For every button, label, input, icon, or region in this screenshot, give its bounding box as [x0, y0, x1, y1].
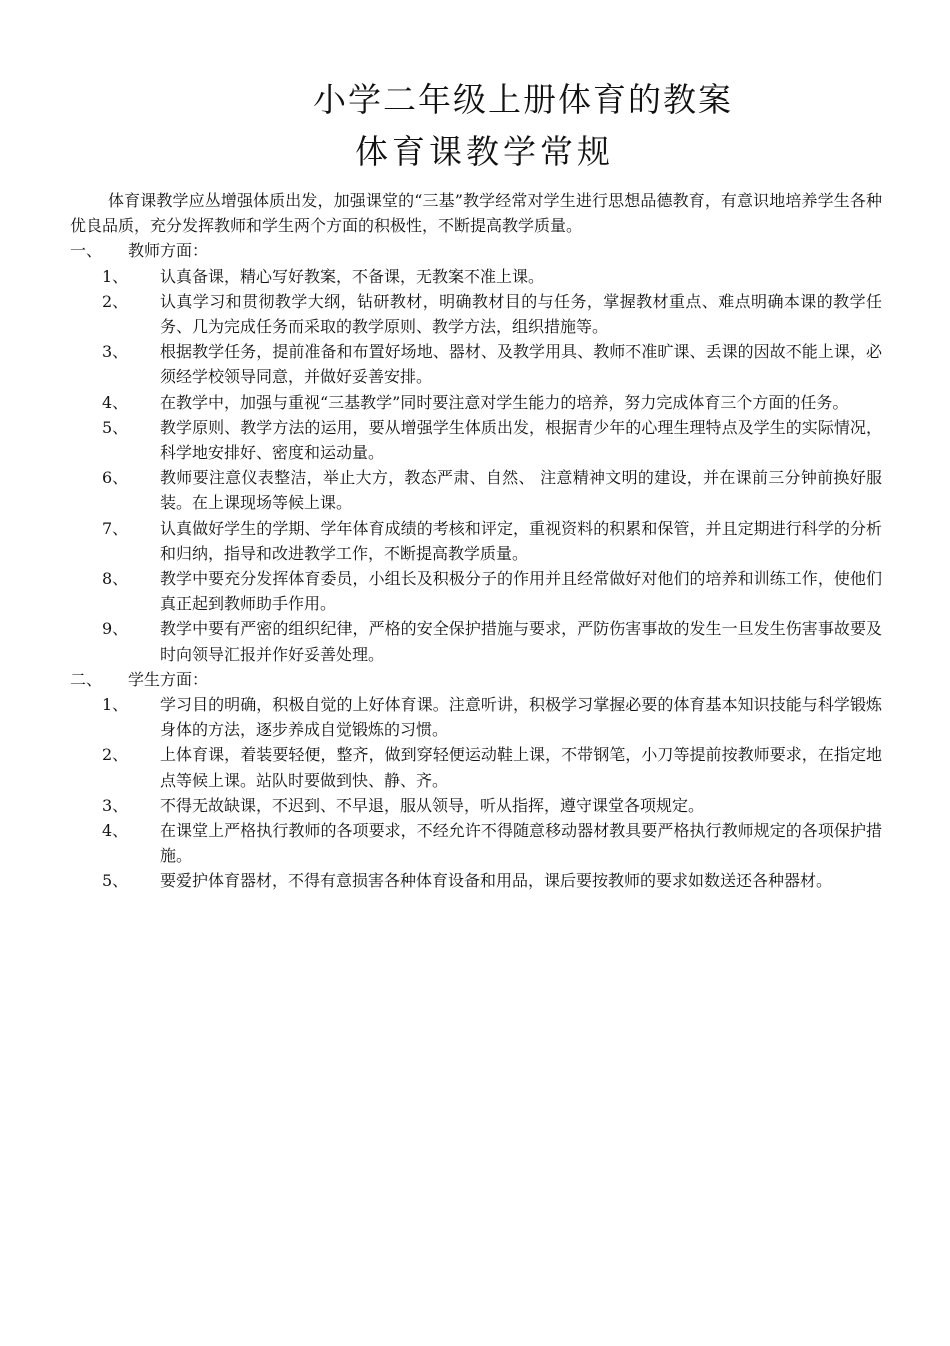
item-text: 根据教学任务，提前准备和布置好场地、器材、及教学用具、教师不准旷课、丢课的因故不能上课，必须经学校领导同意，并做好妥善安排。	[160, 342, 882, 387]
list-item	[70, 868, 882, 893]
item-number: 2、	[102, 745, 129, 765]
section-student	[70, 667, 882, 894]
item-number: 9、	[102, 619, 129, 639]
item-number: 4、	[102, 821, 129, 841]
list-item	[70, 742, 882, 792]
item-number: 5、	[102, 417, 129, 437]
document-subtitle: 体育课教学常规	[355, 132, 614, 171]
item-text: 不得无故缺课，不迟到、不早退，服从领导，听从指挥，遵守课堂各项规定。	[160, 795, 705, 815]
student-list	[70, 692, 882, 894]
document-body	[70, 188, 882, 894]
item-number: 4、	[102, 392, 129, 412]
item-text: 在教学中，加强与重视“三基教学”同时要注意对学生能力的培养，努力完成体育三个方面的任务。	[160, 392, 849, 412]
item-text: 上体育课，着装要轻便，整齐，做到穿轻便运动鞋上课，不带钢笔，小刀等提前按教师要求，在指定地点等候上课。站队时要做到快、静、齐。	[160, 745, 882, 790]
section-heading-text: 教师方面：	[128, 241, 209, 261]
section-teacher	[70, 238, 882, 666]
item-text: 教学中要有严密的组织纪律，严格的安全保护措施与要求，严防伤害事故的发生一旦发生伤害事故要及时向领导汇报并作好妥善处理。	[160, 619, 882, 664]
section-number: 一、	[70, 241, 103, 261]
item-text: 认真做好学生的学期、学年体育成绩的考核和评定，重视资料的积累和保管，并且定期进行科学的分析和归纳，指导和改进教学工作，不断提高教学质量。	[160, 518, 882, 563]
item-text: 教师要注意仪表整洁，举止大方，教态严肃、自然、 注意精神文明的建设，并在课前三分钟前换好服装。在上课现场等候上课。	[160, 468, 882, 513]
list-item	[70, 289, 882, 339]
list-item	[70, 516, 882, 566]
item-number: 7、	[102, 518, 129, 538]
list-item	[70, 566, 882, 616]
section-number: 二、	[70, 669, 103, 689]
item-text: 在课堂上严格执行教师的各项要求，不经允许不得随意移动器材教具要严格执行教师规定的各项保护措施。	[160, 821, 882, 866]
item-number: 6、	[102, 468, 129, 488]
list-item	[70, 339, 882, 389]
list-item	[70, 264, 882, 289]
item-text: 学习目的明确，积极自觉的上好体育课。注意听讲，积极学习掌握必要的体育基本知识技能与科学锻炼身体的方法，逐步养成自觉锻炼的习惯。	[160, 695, 882, 740]
list-item	[70, 692, 882, 742]
teacher-list	[70, 264, 882, 667]
item-text: 要爱护体育器材，不得有意损害各种体育设备和用品，课后要按教师的要求如数送还各种器材。	[160, 871, 833, 891]
item-text: 教学中要充分发挥体育委员，小组长及积极分子的作用并且经常做好对他们的培养和训练工作，使他们真正起到教师助手作用。	[160, 569, 882, 614]
item-number: 3、	[102, 342, 129, 362]
item-number: 1、	[102, 695, 129, 715]
section-heading	[70, 238, 882, 263]
item-number: 8、	[102, 569, 129, 589]
section-heading-text: 学生方面：	[128, 669, 209, 689]
list-item	[70, 415, 882, 465]
item-number: 5、	[102, 871, 129, 891]
item-text: 教学原则、教学方法的运用，要从增强学生体质出发，根据青少年的心理生理特点及学生的实际情况，科学地安排好、密度和运动量。	[160, 417, 882, 463]
item-number: 3、	[102, 795, 129, 815]
item-text: 认真学习和贯彻教学大纲，钻研教材，明确教材目的与任务，掌握教材重点、难点明确本课的教学任务、几为完成任务而采取的教学原则、教学方法，组织措施等。	[160, 291, 882, 337]
list-item	[70, 390, 882, 415]
item-text: 认真备课，精心写好教案，不备课，无教案不准上课。	[160, 266, 545, 286]
list-item	[70, 793, 882, 818]
document-title: 小学二年级上册体育的教案	[313, 80, 733, 119]
item-number: 1、	[102, 266, 129, 286]
intro-paragraph: 体育课教学应丛增强体质出发，加强课堂的“三基”教学经常对学生进行思想品德教育，有意识地培养学生各种优良品质，充分发挥教师和学生两个方面的积极性，不断提高教学质量。	[70, 191, 882, 236]
list-item	[70, 465, 882, 515]
list-item	[70, 818, 882, 868]
list-item	[70, 616, 882, 666]
item-number: 2、	[102, 291, 129, 311]
section-heading	[70, 667, 882, 692]
